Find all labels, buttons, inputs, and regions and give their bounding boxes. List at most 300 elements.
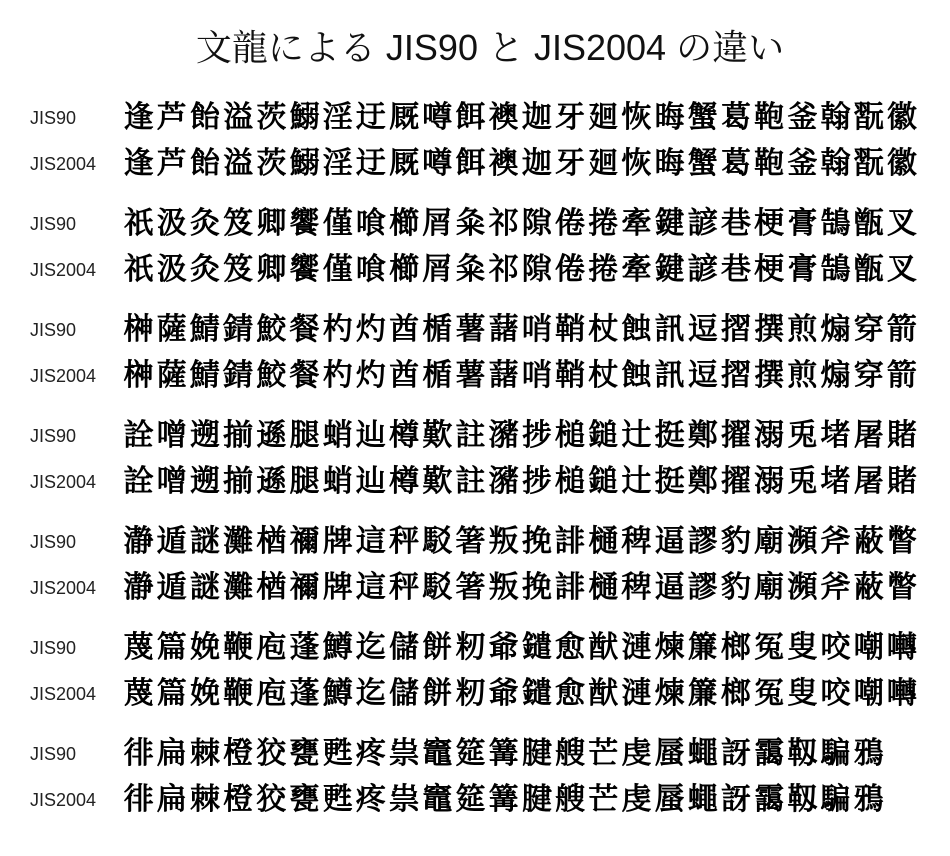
glyph: 迄 [355,676,386,711]
glyph: 餌 [455,100,486,135]
glyph: 娩 [189,676,220,711]
glyph: 狡 [256,782,287,817]
glyph: 逗 [687,312,718,347]
glyph: 靱 [787,736,818,771]
glyph-row [122,307,919,353]
glyph: 煎 [787,312,818,347]
glyph: 葛 [720,100,751,135]
glyph: 灸 [189,206,220,241]
glyph: 騙 [820,736,851,771]
glyph: 叉 [886,206,917,241]
glyph: 薩 [156,312,187,347]
glyph: 楯 [422,358,453,393]
glyph: 鎚 [588,418,619,453]
glyph: 甦 [322,782,353,817]
glyph: 煽 [820,312,851,347]
glyph: 煎 [787,358,818,393]
jis2004-row [0,459,950,505]
jis2004-row [0,565,950,611]
glyph: 這 [355,524,386,559]
glyph: 灼 [355,358,386,393]
glyph: 瞥 [886,524,917,559]
glyph: 笈 [223,252,254,287]
glyph: 簾 [687,676,718,711]
glyph: 稗 [621,524,652,559]
glyph: 杖 [588,358,619,393]
glyph: 甑 [853,206,884,241]
glyph: 恢 [621,146,652,181]
glyph: 豹 [720,524,751,559]
glyph: 瀕 [787,524,818,559]
glyph: 鞭 [223,676,254,711]
glyph: 釜 [787,146,818,181]
glyph: 廟 [754,524,785,559]
glyph: 篝 [488,736,519,771]
glyph: 迂 [355,100,386,135]
glyph: 翰 [820,146,851,181]
glyph: 註 [455,464,486,499]
glyph: 牌 [322,570,353,605]
glyph: 芦 [156,100,187,135]
glyph: 兎 [787,464,818,499]
glyph: 兎 [787,418,818,453]
glyph: 餅 [422,630,453,665]
jis2004-row [0,671,950,717]
glyph: 茨 [256,146,287,181]
glyph: 逢 [123,100,154,135]
row-label: JIS2004 [30,365,97,386]
glyph: 噌 [156,464,187,499]
glyph: 詮 [123,418,154,453]
glyph: 溢 [223,146,254,181]
glyph: 僅 [322,252,353,287]
glyph: 梗 [754,206,785,241]
glyph: 喰 [355,252,386,287]
glyph: 訝 [720,736,751,771]
glyph: 屑 [422,206,453,241]
row-label: JIS90 [30,743,77,764]
glyph: 註 [455,418,486,453]
glyph: 堵 [820,418,851,453]
glyph: 隙 [521,252,552,287]
glyph: 訊 [654,358,685,393]
jis90-row [0,413,950,459]
glyph: 鑓 [521,630,552,665]
glyph: 遁 [156,524,187,559]
glyph: 噌 [156,418,187,453]
glyph: 甕 [289,782,320,817]
glyph: 鮫 [256,358,287,393]
glyph: 箭 [886,358,917,393]
jis2004-row [0,777,950,823]
glyph: 篇 [156,676,187,711]
glyph: 叛 [488,524,519,559]
glyph: 爺 [488,676,519,711]
glyph: 茨 [256,100,287,135]
glyph: 稗 [621,570,652,605]
glyph: 賭 [886,464,917,499]
glyph: 祟 [389,736,420,771]
row-label: JIS90 [30,319,77,340]
glyph: 蠅 [687,736,718,771]
glyph: 迦 [521,146,552,181]
glyph: 櫛 [389,252,420,287]
glyph: 溺 [754,418,785,453]
glyph: 鵠 [820,206,851,241]
glyph: 樽 [389,464,420,499]
glyph: 藷 [488,312,519,347]
glyph-row [122,201,919,247]
glyph: 徘 [123,736,154,771]
jis2004-row [0,141,950,187]
glyph: 摺 [720,312,751,347]
glyph: 挽 [521,570,552,605]
glyph: 汲 [156,252,187,287]
glyph: 秤 [389,524,420,559]
glyph: 梗 [754,252,785,287]
glyph: 蜃 [654,782,685,817]
glyph: 腿 [289,418,320,453]
glyph: 謬 [687,570,718,605]
glyph: 冤 [754,676,785,711]
glyph: 疼 [355,736,386,771]
glyph: 辿 [355,418,386,453]
glyph: 叟 [787,630,818,665]
glyph: 嘲 [853,676,884,711]
glyph: 豹 [720,570,751,605]
jis90-row [0,731,950,777]
glyph: 遜 [256,418,287,453]
glyph: 迄 [355,630,386,665]
glyph: 廻 [588,100,619,135]
glyph: 愈 [555,630,586,665]
glyph: 鴉 [853,736,884,771]
glyph: 謎 [189,524,220,559]
glyph: 誹 [555,570,586,605]
comparison-group [0,731,950,823]
glyph: 叟 [787,676,818,711]
row-label: JIS2004 [30,259,97,280]
comparison-table [0,95,950,837]
glyph: 膏 [787,206,818,241]
glyph: 虔 [621,782,652,817]
glyph: 艘 [555,736,586,771]
glyph: 倦 [555,206,586,241]
glyph: 祁 [488,206,519,241]
glyph: 漣 [621,676,652,711]
glyph: 猷 [588,630,619,665]
glyph: 榊 [123,312,154,347]
glyph: 愈 [555,676,586,711]
glyph: 翫 [853,146,884,181]
glyph: 屠 [853,418,884,453]
glyph: 竈 [422,782,453,817]
comparison-group [0,413,950,505]
glyph: 捗 [521,418,552,453]
glyph: 牙 [555,100,586,135]
glyph: 謬 [687,524,718,559]
glyph: 迂 [355,146,386,181]
glyph: 咬 [820,630,851,665]
jis90-row [0,307,950,353]
jis90-row [0,95,950,141]
glyph: 歎 [422,464,453,499]
glyph: 鯖 [189,312,220,347]
row-label: JIS90 [30,637,77,658]
glyph: 儲 [389,676,420,711]
comparison-group [0,201,950,293]
glyph: 儲 [389,630,420,665]
glyph: 爺 [488,630,519,665]
glyph: 歎 [422,418,453,453]
glyph: 楢 [256,524,287,559]
glyph: 禰 [289,524,320,559]
glyph: 榔 [720,630,751,665]
glyph: 娩 [189,630,220,665]
glyph: 箸 [455,524,486,559]
glyph: 祟 [389,782,420,817]
glyph: 漣 [621,630,652,665]
glyph: 膏 [787,252,818,287]
glyph: 筵 [455,736,486,771]
glyph: 厩 [389,146,420,181]
jis90-row [0,519,950,565]
glyph: 淫 [322,146,353,181]
jis2004-row [0,247,950,293]
glyph: 騙 [820,782,851,817]
glyph: 噂 [422,100,453,135]
glyph: 僅 [322,206,353,241]
row-label: JIS90 [30,425,77,446]
glyph: 詮 [123,464,154,499]
jis90-row [0,625,950,671]
glyph: 辿 [355,464,386,499]
glyph: 庖 [256,630,287,665]
glyph: 訊 [654,312,685,347]
glyph: 杖 [588,312,619,347]
glyph: 瀞 [123,570,154,605]
glyph: 灼 [355,312,386,347]
glyph: 鍵 [654,206,685,241]
glyph: 篇 [156,630,187,665]
glyph-row [122,671,919,717]
glyph: 蜃 [654,736,685,771]
glyph: 鯖 [189,358,220,393]
glyph: 捲 [588,252,619,287]
glyph: 牌 [322,524,353,559]
glyph: 灸 [189,252,220,287]
glyph: 撰 [754,358,785,393]
glyph: 徽 [886,146,917,181]
glyph: 囀 [886,630,917,665]
glyph: 饗 [289,206,320,241]
glyph: 瀦 [488,464,519,499]
glyph: 餌 [455,146,486,181]
glyph: 斧 [820,570,851,605]
glyph: 逢 [123,146,154,181]
glyph: 瀦 [488,418,519,453]
glyph: 鎚 [588,464,619,499]
glyph: 堵 [820,464,851,499]
glyph: 遁 [156,570,187,605]
glyph: 哨 [521,358,552,393]
glyph: 捲 [588,206,619,241]
glyph: 槌 [555,464,586,499]
row-label: JIS2004 [30,153,97,174]
glyph: 甑 [853,252,884,287]
glyph: 蓬 [289,676,320,711]
glyph: 飴 [189,146,220,181]
glyph: 疼 [355,782,386,817]
glyph: 鰯 [289,146,320,181]
glyph: 鄭 [687,418,718,453]
glyph: 辻 [621,464,652,499]
glyph-row [122,519,919,565]
glyph: 簾 [687,630,718,665]
glyph: 艘 [555,782,586,817]
glyph: 蟹 [687,146,718,181]
glyph: 煽 [820,358,851,393]
glyph: 擢 [720,464,751,499]
glyph: 餅 [422,676,453,711]
glyph: 樽 [389,418,420,453]
glyph: 蛸 [322,464,353,499]
glyph: 樋 [588,570,619,605]
glyph: 徘 [123,782,154,817]
glyph: 鰯 [289,100,320,135]
glyph: 晦 [654,146,685,181]
glyph: 厩 [389,100,420,135]
glyph: 誹 [555,524,586,559]
glyph: 倦 [555,252,586,287]
glyph: 鱒 [322,630,353,665]
glyph: 訝 [720,782,751,817]
glyph-row [122,141,919,187]
glyph: 祇 [123,206,154,241]
glyph: 揃 [223,464,254,499]
glyph: 鄭 [687,464,718,499]
glyph: 槌 [555,418,586,453]
glyph: 噂 [422,146,453,181]
glyph: 汲 [156,206,187,241]
glyph: 哨 [521,312,552,347]
row-label: JIS90 [30,213,77,234]
glyph: 駁 [422,524,453,559]
glyph: 餐 [289,358,320,393]
glyph: 巷 [720,252,751,287]
glyph: 筵 [455,782,486,817]
glyph: 灘 [223,524,254,559]
glyph-row [122,625,919,671]
glyph-row [122,247,919,293]
glyph: 翰 [820,100,851,135]
glyph: 蔽 [853,524,884,559]
glyph: 靄 [754,736,785,771]
glyph: 鍵 [654,252,685,287]
glyph: 粂 [455,206,486,241]
glyph: 逼 [654,524,685,559]
glyph: 棘 [189,736,220,771]
glyph: 逼 [654,570,685,605]
glyph: 祁 [488,252,519,287]
glyph: 鞄 [754,100,785,135]
glyph: 錆 [223,312,254,347]
glyph: 蔑 [123,630,154,665]
glyph: 笈 [223,206,254,241]
glyph: 賭 [886,418,917,453]
glyph: 箸 [455,570,486,605]
glyph: 捗 [521,464,552,499]
glyph: 擢 [720,418,751,453]
glyph: 蛸 [322,418,353,453]
glyph: 穿 [853,358,884,393]
glyph: 秤 [389,570,420,605]
glyph: 瀞 [123,524,154,559]
row-label: JIS2004 [30,471,97,492]
glyph: 葛 [720,146,751,181]
glyph: 蔽 [853,570,884,605]
glyph: 鴉 [853,782,884,817]
glyph: 鞘 [555,358,586,393]
glyph: 猷 [588,676,619,711]
glyph: 冤 [754,630,785,665]
glyph-row [122,353,919,399]
glyph: 虔 [621,736,652,771]
glyph: 甕 [289,736,320,771]
glyph: 靱 [787,782,818,817]
glyph: 饗 [289,252,320,287]
glyph: 楢 [256,570,287,605]
glyph: 橙 [223,736,254,771]
glyph: 櫛 [389,206,420,241]
glyph: 祇 [123,252,154,287]
glyph: 瀕 [787,570,818,605]
glyph: 挽 [521,524,552,559]
glyph: 廻 [588,146,619,181]
glyph: 煉 [654,630,685,665]
glyph: 屠 [853,464,884,499]
glyph: 薯 [455,358,486,393]
glyph: 瞥 [886,570,917,605]
glyph: 屑 [422,252,453,287]
glyph: 鑓 [521,676,552,711]
jis90-row [0,201,950,247]
glyph: 狡 [256,736,287,771]
glyph-row [122,777,885,823]
comparison-group [0,95,950,187]
glyph: 摺 [720,358,751,393]
glyph: 樋 [588,524,619,559]
glyph: 牽 [621,252,652,287]
glyph: 溢 [223,100,254,135]
glyph: 卿 [256,206,287,241]
glyph: 叉 [886,252,917,287]
glyph: 挺 [654,418,685,453]
glyph: 腿 [289,464,320,499]
glyph: 扁 [156,736,187,771]
glyph: 襖 [488,146,519,181]
glyph: 籾 [455,676,486,711]
glyph: 嘲 [853,630,884,665]
glyph-row [122,565,919,611]
glyph: 篝 [488,782,519,817]
row-label: JIS90 [30,531,77,552]
glyph: 薩 [156,358,187,393]
glyph: 禰 [289,570,320,605]
glyph: 藷 [488,358,519,393]
glyph: 竈 [422,736,453,771]
glyph: 恢 [621,100,652,135]
